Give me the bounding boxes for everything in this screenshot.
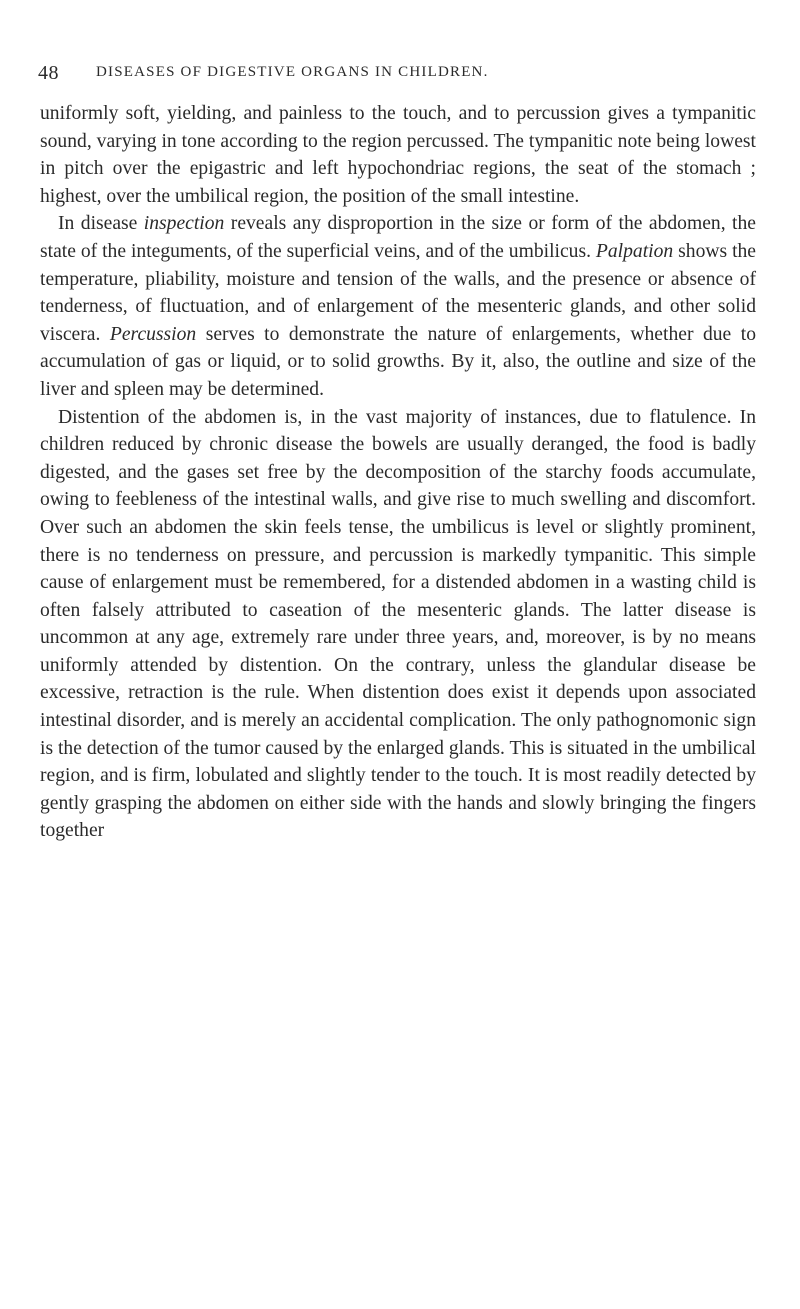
paragraph-3: [40, 404, 756, 846]
running-title: DISEASES OF DIGESTIVE ORGANS IN CHILDREN.: [96, 64, 489, 80]
italic-term-palpation: Palpation: [595, 240, 674, 262]
paragraph-2: [40, 210, 756, 403]
text-run: serves to demonstrate the nature of enlargements, whether due to accumulation of gas or liquid, or to solid growths. By it, also, the outline and size of the liver and spleen may be determined.: [40, 323, 756, 400]
text-run: In disease: [58, 213, 144, 235]
body-text: [40, 100, 756, 845]
italic-term-percussion: Percussion: [109, 323, 197, 345]
text-run: uniformly soft, yielding, and painless to the touch, and to percussion gives a tympanitic sound, varying in tone according to the region percussed. The tympanitic note being lowest in pitch over the epigastric and left hypochondriac regions, the seat of the stomach ; highest, over the umbilical region, the position of the small intestine.: [40, 103, 756, 207]
running-head: [38, 62, 738, 86]
text-run: shows the temperature, pliability, moisture and tension of the walls, and the presence or absence of tenderness, of fluctuation, and of enlargement of the mesenteric glands, and other solid viscera.: [40, 240, 757, 345]
text-run: reveals any disproportion in the size or form of the abdomen, the state of the integuments, of the superficial veins, and of the umbilicus.: [40, 213, 756, 262]
italic-term-inspection: inspection: [143, 213, 225, 235]
paragraph-1: [40, 100, 756, 210]
text-run: Distention of the abdomen is, in the vast majority of instances, due to flatulence. In children reduced by chronic disease the bowels are usually deranged, the food is badly digested, and the gases set free by the decomposition of the starchy foods accumulate, owing to feebleness of the intestinal walls, and give rise to much swelling and discomfort. Over such an abdomen the skin feels tense, the umbilicus is level or slightly prominent, there is no tenderness on pressure, and percussion is markedly tympanitic. This simple cause of enlargement must be remembered, for a distended abdomen in a wasting child is often falsely attributed to caseation of the mesenteric glands. The latter disease is uncommon at any age, extremely rare under three years, and, moreover, is by no means uniformly attended by distention. On the contrary, unless the glandular disease be excessive, retraction is the rule. When distention does exist it depends upon associated intestinal disorder, and is merely an accidental complication. The only pathognomonic sign is the detection of the tumor caused by the enlarged glands. This is situated in the umbilical region, and is firm, lobulated and slightly tender to the touch. It is most readily detected by gently grasping the abdomen on either side with the hands and slowly bringing the fingers together: [40, 406, 756, 842]
page-number: 48: [38, 62, 59, 84]
